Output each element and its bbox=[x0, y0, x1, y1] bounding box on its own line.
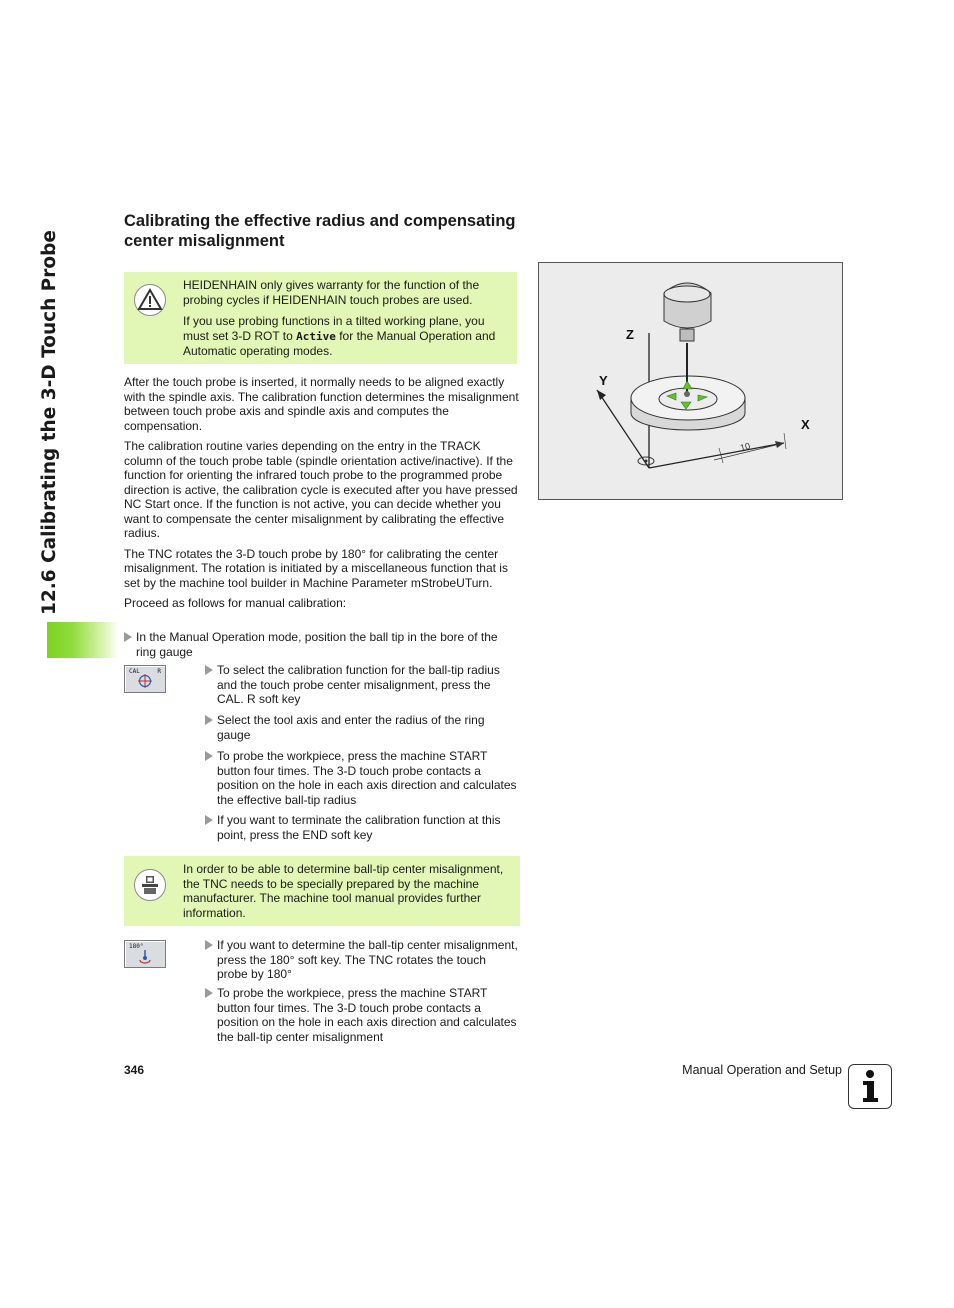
step-arrow-icon bbox=[205, 751, 213, 761]
step-item: To probe the workpiece, press the machine START button four times. The 3-D touch probe contacts a position on the hole in each axis direction and calculates the effective ball-tip radius bbox=[205, 749, 519, 807]
axis-z-label: Z bbox=[626, 327, 634, 342]
step-arrow-icon bbox=[205, 815, 213, 825]
machine-note-text: In order to be able to determine ball-tip center misalignment, the TNC needs to be specially prepared by the machine manufacturer. The machine tool manual provides further information. bbox=[183, 862, 504, 920]
axis-y-label: Y bbox=[599, 373, 608, 388]
calibration-figure bbox=[538, 262, 843, 500]
step-item: To probe the workpiece, press the machine START button four times. The 3-D touch probe contacts a position on the hole in each axis direction and calculates the ball-tip center misalignment bbox=[205, 986, 519, 1044]
footer-title: Manual Operation and Setup bbox=[682, 1063, 842, 1077]
warning-note bbox=[124, 272, 517, 364]
step-item: In the Manual Operation mode, position the ball tip in the bore of the ring gauge bbox=[124, 630, 520, 659]
page-number: 346 bbox=[124, 1063, 145, 1077]
warning-note-text-1: HEIDENHAIN only gives warranty for the function of the probing cycles if HEIDENHAIN touch probes are used. bbox=[183, 278, 480, 307]
code-active: Active bbox=[296, 329, 336, 343]
rotate-180-softkey[interactable]: 180° bbox=[124, 940, 166, 968]
chapter-tab bbox=[47, 622, 119, 658]
warning-icon bbox=[134, 284, 166, 316]
step-item: To select the calibration function for the ball-tip radius and the touch probe center misalignment, press the CAL. R soft key bbox=[205, 663, 519, 707]
ring-gauge-illustration bbox=[539, 263, 842, 499]
step-arrow-icon bbox=[205, 715, 213, 725]
axis-x-label: X bbox=[801, 417, 810, 432]
step-arrow-icon bbox=[205, 940, 213, 950]
paragraph: After the touch probe is inserted, it normally needs to be aligned exactly with the spindle axis. The calibration function determines the misalignment between touch probe axis and spindle axis and computes the compensation. bbox=[124, 375, 519, 433]
rotate-probe-icon bbox=[137, 949, 153, 965]
step-arrow-icon bbox=[124, 632, 132, 642]
cal-r-softkey[interactable]: CAL R bbox=[124, 665, 166, 693]
step-item: If you want to terminate the calibration function at this point, press the END soft key bbox=[205, 813, 519, 842]
chapter-side-title: 12.6 Calibrating the 3-D Touch Probe bbox=[39, 230, 60, 615]
machine-manual-icon bbox=[134, 869, 166, 901]
crosshair-probe-icon bbox=[138, 674, 152, 688]
paragraph: The TNC rotates the 3-D touch probe by 180° for calibrating the center misalignment. The rotation is initiated by a miscellaneous function that is set by the machine tool builder in Machine Parameter mStrobeUTurn. bbox=[124, 546, 508, 590]
paragraph: Proceed as follows for manual calibration: bbox=[124, 596, 347, 610]
dimension-label: 10 bbox=[739, 440, 752, 453]
paragraph: The calibration routine varies depending on the entry in the TRACK column of the touch probe table (spindle orientation active/inactive). If the function for orienting the infrared touch probe to the programmed probe direction is active, the calibration cycle is executed after you have pressed NC Start once. If the function is not active, you can decide whether you want to compensate the center misalignment by calibrating the effective radius. bbox=[124, 439, 518, 540]
info-icon bbox=[848, 1064, 892, 1109]
warning-note-text-2: If you use probing functions in a tilted working plane, you must set 3-D ROT to Active for the Manual Operation and Automatic operating modes. bbox=[183, 314, 496, 358]
section-heading: Calibrating the effective radius and compensating center misalignment bbox=[124, 212, 516, 250]
step-arrow-icon bbox=[205, 665, 213, 675]
step-item: Select the tool axis and enter the radius of the ring gauge bbox=[205, 713, 519, 742]
machine-note bbox=[124, 856, 520, 926]
body-text bbox=[124, 375, 520, 617]
step-arrow-icon bbox=[205, 988, 213, 998]
step-item: If you want to determine the ball-tip center misalignment, press the 180° soft key. The TNC rotates the touch probe by 180° bbox=[205, 938, 519, 982]
